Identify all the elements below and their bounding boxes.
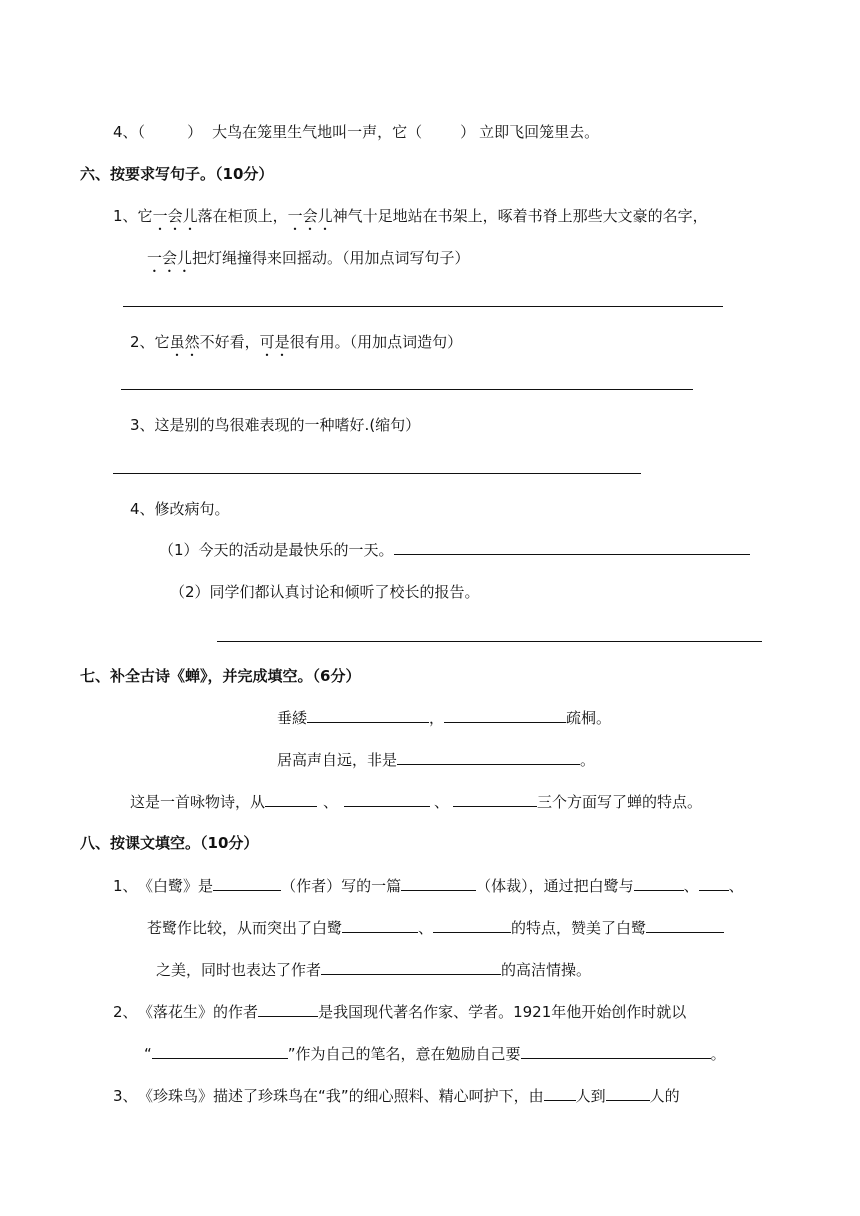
paren-close: ） [460, 123, 476, 141]
paren-open: （ [137, 123, 146, 141]
s8-q1-text: 苍鹭作比较，从而突出了白鹭 [147, 919, 343, 937]
s6-item1-line1 [113, 206, 708, 234]
s8-q2-text: ”作为自己的笔名，意在勉励自己要 [287, 1045, 521, 1063]
answer-line[interactable] [217, 641, 762, 642]
poem-text: 居高声自远，非是 [277, 751, 398, 769]
s7-text: 这是一首咏物诗，从 [130, 793, 266, 811]
s8-q3-text: 人到 [575, 1087, 606, 1105]
s8-q1-line1 [113, 876, 744, 896]
s7-sep: 、 [323, 793, 339, 811]
s6-item1-text: 把灯绳撞得来回摇动。（用加点词写句子） [192, 249, 470, 267]
s8-q1-text: （作者）写的一篇 [281, 877, 402, 895]
s6-item4-1 [159, 540, 750, 560]
s8-q2-line2 [144, 1044, 726, 1064]
s8-q1-sep: 、 [418, 919, 434, 937]
dotted-word: 一会儿 [147, 249, 193, 267]
answer-blank[interactable] [397, 750, 580, 765]
s8-q1-text: 《白鹭》是 [145, 877, 214, 895]
s8-q3-number: 3、 [113, 1087, 138, 1105]
s6-item4-1-text: （1）今天的活动是最快乐的一天。 [159, 541, 394, 559]
s8-q2-text: 。 [710, 1045, 726, 1063]
answer-line[interactable] [113, 473, 641, 474]
q4-number: 4、 [113, 123, 138, 141]
s8-q2-line1 [113, 1002, 686, 1022]
s6-item4: 4、修改病句。 [130, 500, 230, 518]
dotted-word: 一会儿 [152, 207, 198, 225]
s6-item1-number: 1、 [113, 207, 138, 225]
answer-blank[interactable] [634, 876, 684, 891]
paren-close: ） [187, 123, 203, 141]
s8-q1-text: 的特点，赞美了白鹭 [511, 919, 647, 937]
poem-punct: ， [429, 709, 445, 727]
s6-item1-line2 [147, 248, 470, 276]
q4-text-1: 大鸟在笼里生气地叫一声，它 [212, 123, 408, 141]
answer-blank[interactable] [344, 792, 430, 807]
dotted-word: 一会儿 [287, 207, 333, 225]
section-6-title: 六、按要求写句子。（10分） [80, 165, 274, 183]
answer-blank[interactable] [521, 1044, 711, 1059]
s8-q1-text: 之美，同时也表达了作者 [156, 961, 322, 979]
paren-open: （ [407, 123, 423, 141]
answer-blank[interactable] [258, 1002, 318, 1017]
s8-q1-number: 1、 [113, 877, 138, 895]
poem-line-1 [277, 708, 611, 728]
answer-blank[interactable] [401, 876, 476, 891]
s8-q1-sep: 、 [683, 877, 699, 895]
answer-blank[interactable] [606, 1086, 650, 1101]
s8-q1-line3 [156, 960, 591, 980]
answer-blank[interactable] [321, 960, 501, 975]
answer-blank[interactable] [646, 918, 724, 933]
answer-blank[interactable] [213, 876, 281, 891]
s8-q3-text: 人的 [649, 1087, 680, 1105]
answer-blank[interactable] [265, 792, 317, 807]
s6-item2 [130, 332, 462, 360]
s8-q1-text: （体裁），通过把白鹭与 [476, 877, 634, 895]
s8-q1-sep: 、 [728, 877, 744, 895]
s8-q2-text: 《落花生》的作者 [145, 1003, 259, 1021]
s7-sep: 、 [434, 793, 450, 811]
answer-blank[interactable] [307, 708, 429, 723]
s8-q3-text: 《珍珠鸟》描述了珍珠鸟在“我”的细心照料、精心呵护下，由 [145, 1087, 544, 1105]
s8-q2-text: 是我国现代著名作家、学者。1921年他开始创作时就以 [318, 1003, 687, 1021]
s6-item1-text: 它 [137, 207, 153, 225]
answer-line[interactable] [123, 306, 723, 307]
s6-item4-2: （2）同学们都认真讨论和倾听了校长的报告。 [170, 583, 480, 601]
answer-blank[interactable] [699, 876, 729, 891]
s7-text: 三个方面写了蝉的特点。 [537, 793, 703, 811]
s7-question [130, 792, 702, 812]
s8-q1-line2 [147, 918, 724, 938]
s6-item1-text: 神气十足地站在书架上，啄着书脊上那些大文豪的名字， [332, 207, 708, 225]
s6-item2-text: 不好看， [199, 333, 260, 351]
s8-q2-number: 2、 [113, 1003, 138, 1021]
dotted-word: 可是 [259, 333, 290, 351]
answer-blank[interactable] [453, 792, 537, 807]
answer-blank[interactable] [444, 708, 566, 723]
section-7-title: 七、补全古诗《蝉》，并完成填空。（6分） [80, 667, 361, 685]
answer-blank[interactable] [342, 918, 418, 933]
answer-line[interactable] [121, 389, 693, 390]
s8-q1-text: 的高洁情操。 [501, 961, 592, 979]
s6-item3: 3、这是别的鸟很难表现的一种嗜好.(缩句） [130, 416, 421, 434]
poem-line-2 [277, 750, 595, 770]
q4-text-2: 立即飞回笼里去。 [479, 123, 600, 141]
s6-item2-text: 它 [154, 333, 170, 351]
s8-q3-line1 [113, 1086, 680, 1106]
s6-item2-text: 很有用。（用加点词造句） [289, 333, 463, 351]
s6-item2-number: 2、 [130, 333, 155, 351]
answer-blank[interactable] [433, 918, 511, 933]
q4-line [113, 122, 599, 142]
s6-item1-text: 落在柜顶上， [197, 207, 288, 225]
answer-blank[interactable] [152, 1044, 288, 1059]
section-8-title: 八、按课文填空。（10分） [80, 834, 259, 852]
poem-text: 垂緌 [277, 709, 308, 727]
s8-q2-text: “ [144, 1045, 152, 1063]
answer-blank[interactable] [394, 540, 750, 555]
poem-punct: 。 [580, 751, 596, 769]
dotted-word: 虽然 [169, 333, 200, 351]
poem-text: 疏桐。 [566, 709, 612, 727]
answer-blank[interactable] [544, 1086, 576, 1101]
